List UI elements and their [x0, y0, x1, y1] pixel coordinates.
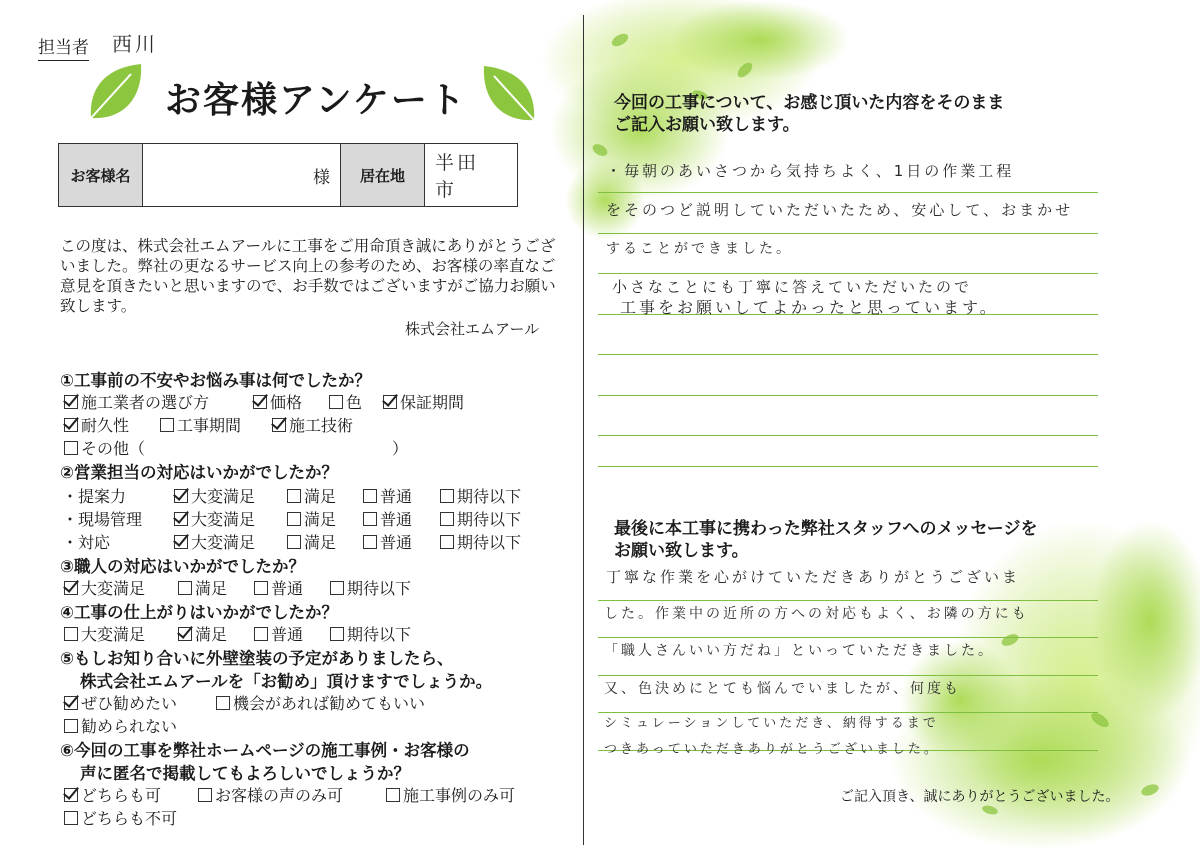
q3-option[interactable]: 満足: [178, 576, 227, 599]
customer-name-label: お客様名: [59, 144, 143, 206]
checkbox-icon[interactable]: [178, 581, 192, 595]
checkbox-icon[interactable]: [64, 719, 78, 733]
q1-option[interactable]: 価格: [253, 390, 302, 413]
checkbox-icon[interactable]: [160, 418, 174, 432]
closing-message: ご記入頂き、誠にありがとうございました。: [840, 789, 1120, 805]
q1-option[interactable]: 施工業者の選び方: [64, 390, 209, 413]
checkbox-icon[interactable]: [174, 489, 188, 503]
checkbox-icon[interactable]: [174, 512, 188, 526]
q3-option[interactable]: 大変満足: [64, 576, 145, 599]
checkbox-icon[interactable]: [329, 395, 343, 409]
company-signature: 株式会社エムアール: [405, 320, 540, 338]
checkbox-icon[interactable]: [198, 788, 212, 802]
question-5-label: ⑤もしお知り合いに外壁塗装の予定がありましたら、: [60, 649, 454, 668]
answer2-line: 丁寧な作業を心がけていただきありがとうございま: [606, 568, 1021, 586]
answer2-line: した。作業中の近所の方への対応もよく、お隣の方にも: [604, 606, 1029, 622]
q6-option[interactable]: どちらも可: [64, 783, 161, 806]
comment-prompt: 今回の工事について、お感じ頂いた内容をそのまま ご記入お願い致します。: [614, 93, 1005, 135]
question-1-label: ①工事前の不安やお悩み事は何でしたか？: [60, 371, 371, 390]
question-6-label: ⑥今回の工事を弊社ホームページの施工事例・お客様の: [60, 741, 470, 760]
checkbox-icon[interactable]: [330, 581, 344, 595]
q3-option[interactable]: 普通: [254, 576, 303, 599]
q1-option[interactable]: 耐久性: [64, 413, 129, 436]
q2-option[interactable]: 期待以下: [440, 507, 521, 530]
question-4-label: ④工事の仕上がりはいかがでしたか？: [60, 603, 338, 622]
checkbox-icon[interactable]: [440, 535, 454, 549]
checkbox-icon[interactable]: [64, 811, 78, 825]
location-label: 居在地: [341, 144, 425, 206]
q5-option[interactable]: ぜひ勧めたい: [64, 691, 177, 714]
answer1-line: 工事をお願いしてよかったと思っています。: [620, 298, 999, 317]
location-field[interactable]: 半田 市: [435, 152, 502, 201]
checkbox-icon[interactable]: [272, 418, 286, 432]
question-6-label-cont: 声に匿名で掲載してもよろしいでしょうか？: [80, 764, 410, 783]
checkbox-icon[interactable]: [254, 581, 268, 595]
checkbox-icon[interactable]: [174, 535, 188, 549]
q2-option[interactable]: 大変満足: [174, 530, 255, 553]
checkbox-icon[interactable]: [216, 696, 230, 710]
checkbox-icon[interactable]: [330, 627, 344, 641]
answer2-line: シミュレーションしていただき、納得するまで: [604, 716, 939, 731]
q2-option[interactable]: 普通: [363, 484, 412, 507]
intro-text: この度は、株式会社エムアールに工事をご用命頂き誠にありがとうございました。弊社の更なるサービス向上の参考のため、お客様の率直なご意見を頂きたいと思いますので、お手数ではございますがご協力お願い致します。: [60, 237, 556, 315]
checkbox-icon[interactable]: [253, 395, 267, 409]
ruled-line: [598, 637, 1098, 638]
checkbox-icon[interactable]: [64, 441, 78, 455]
q6-option[interactable]: お客様の声のみ可: [198, 783, 343, 806]
answer2-line: つきあっていただきありがとうございました。: [604, 742, 940, 757]
answer1-line: ・毎朝のあいさつから気持ちよく、1日の作業工程: [606, 162, 1015, 180]
leaf-icon: [85, 60, 147, 124]
checkbox-icon[interactable]: [363, 535, 377, 549]
checkbox-icon[interactable]: [64, 418, 78, 432]
checkbox-icon[interactable]: [383, 395, 397, 409]
ruled-line: [598, 600, 1098, 601]
q2-option[interactable]: 期待以下: [440, 484, 521, 507]
checkbox-icon[interactable]: [64, 627, 78, 641]
checkbox-icon[interactable]: [178, 627, 192, 641]
q2-row-label: ・対応: [62, 533, 111, 552]
question-3-label: ③職人の対応はいかがでしたか？: [60, 557, 305, 576]
checkbox-icon[interactable]: [64, 696, 78, 710]
leaf-icon: [478, 62, 540, 126]
q2-option[interactable]: 満足: [287, 507, 336, 530]
q2-option[interactable]: 普通: [363, 507, 412, 530]
ruled-line: [598, 675, 1098, 676]
checkbox-icon[interactable]: [440, 512, 454, 526]
customer-info-table: [58, 143, 518, 207]
q2-row-label: ・現場管理: [62, 510, 143, 529]
ruled-line: [598, 233, 1098, 234]
customer-name-field[interactable]: [143, 144, 341, 206]
staff-name: 西川: [112, 32, 158, 56]
ruled-line: [598, 273, 1098, 274]
q6-option[interactable]: どちらも不可: [64, 806, 177, 829]
checkbox-icon[interactable]: [287, 512, 301, 526]
question-2-label: ②営業担当の対応はいかがでしたか？: [60, 463, 338, 482]
q4-option[interactable]: 期待以下: [330, 622, 411, 645]
answer2-line: 「職人さんいい方だね」といっていただきました。: [604, 643, 995, 659]
checkbox-icon[interactable]: [363, 512, 377, 526]
customer-suffix: 様: [313, 167, 330, 188]
message-prompt: 最後に本工事に携わった弊社スタッフへのメッセージを お願い致します。: [614, 519, 1038, 561]
section-divider: [583, 15, 584, 845]
q2-option[interactable]: 大変満足: [174, 484, 255, 507]
q2-option[interactable]: 満足: [287, 530, 336, 553]
answer1-line: することができました。: [606, 241, 793, 257]
checkbox-icon[interactable]: [386, 788, 400, 802]
q5-option[interactable]: 機会があれば勧めてもいい: [216, 691, 425, 714]
page-title: お客様アンケート: [165, 80, 467, 121]
answer1-line: 小さなことにも丁寧に答えていただいたので: [612, 278, 973, 296]
checkbox-icon[interactable]: [440, 489, 454, 503]
answer2-line: 又、色決めにとても悩んでいましたが、何度も: [604, 681, 961, 697]
q2-option[interactable]: 期待以下: [440, 530, 521, 553]
ruled-line: [598, 395, 1098, 396]
answer1-line: をそのつど説明していただいたため、安心して、おまかせ: [606, 201, 1074, 219]
q2-option[interactable]: 満足: [287, 484, 336, 507]
ruled-line: [598, 192, 1098, 193]
q3-option[interactable]: 期待以下: [330, 576, 411, 599]
q1-option[interactable]: 工事期間: [160, 413, 241, 436]
q2-option[interactable]: 大変満足: [174, 507, 255, 530]
checkbox-icon[interactable]: [254, 627, 268, 641]
ruled-line: [598, 435, 1098, 436]
q1-option[interactable]: 施工技術: [272, 413, 353, 436]
q1-option-other[interactable]: その他（: [64, 436, 145, 459]
q4-option[interactable]: 大変満足: [64, 622, 145, 645]
staff-label: 担当者: [38, 33, 89, 61]
checkbox-icon[interactable]: [287, 535, 301, 549]
checkbox-icon[interactable]: [64, 581, 78, 595]
checkbox-icon[interactable]: [64, 395, 78, 409]
checkbox-icon[interactable]: [363, 489, 377, 503]
q5-option[interactable]: 勧められない: [64, 714, 177, 737]
checkbox-icon[interactable]: [64, 788, 78, 802]
q4-option[interactable]: 普通: [254, 622, 303, 645]
q6-option[interactable]: 施工事例のみ可: [386, 783, 515, 806]
ruled-line: [598, 466, 1098, 467]
q1-option[interactable]: 保証期間: [383, 390, 464, 413]
question-5-label-cont: 株式会社エムアールを「お勧め」頂けますでしょうか。: [80, 672, 493, 691]
q2-row-label: ・提案力: [62, 487, 127, 506]
ruled-line: [598, 354, 1098, 355]
q1-other-close: ）: [392, 439, 409, 458]
q1-option[interactable]: 色: [329, 390, 362, 413]
q2-option[interactable]: 普通: [363, 530, 412, 553]
q4-option[interactable]: 満足: [178, 622, 227, 645]
checkbox-icon[interactable]: [287, 489, 301, 503]
